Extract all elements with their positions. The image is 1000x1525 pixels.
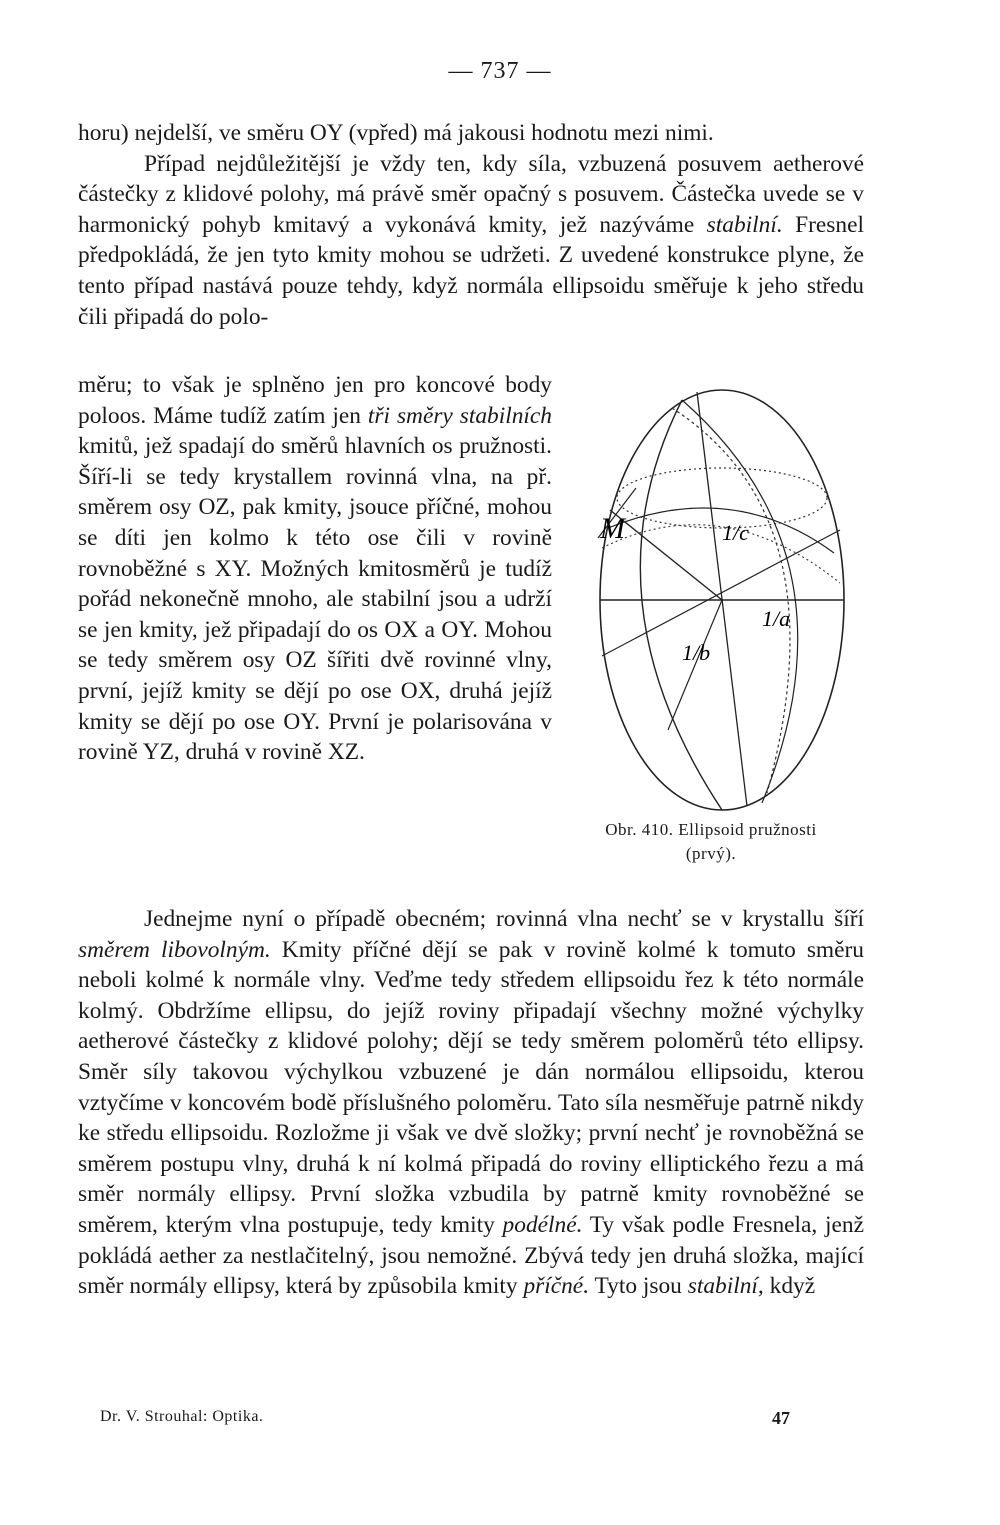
ellipsoid-diagram [572, 378, 862, 818]
page-footer [100, 1408, 790, 1429]
text-block-bottom [78, 904, 864, 1302]
axis-c [697, 392, 747, 806]
upper-section [617, 468, 827, 528]
diagonal-line [602, 530, 840, 656]
paragraph-2-continued: měru; to však je splněno jen pro koncové body poloos. Máme tudíž zatím jen tři směry stabilních kmitů, jež spadají do směrů hlavních os pružnosti. Šíří-li se tedy krystallem rovinná vlna, na př. směrem osy OZ, pak kmity, jsouce příčné, mohou se díti jen kolmo k této ose čili v rovině rovnoběžné s XY. Možných kmitosměrů je tudíž pořád nekonečně mnoho, ale stabilní jsou a udrží se jen kmity, jež připadají do os OX a OY. Mohou se tedy směrem osy OZ šířiti dvě rovinné vlny, první, jejíž kmity se dějí po ose OX, druhá jejíž kmity se dějí po ose OY. První je polarisována v rovině YZ, druhá v rovině XZ. [78, 372, 552, 766]
paragraph-3: Jednejme nyní o případě obecném; rovinná vlna nechť se v krystallu šíří směrem libovolným. Kmity příčné dějí se pak v rovině kolmé k tomuto směru neboli kolmé k normále vlny. Veďme tedy středem ellipsoidu řez k této normále kolmý. Obdržíme ellipsu, do jejíž roviny připadají všechny možné výchylky aetherové částečky z klidové polohy; dějí se tedy směrem poloměrů této ellipsy. Směr síly takovou výchylkou vzbuzené je dán normálou ellipsoidu, kterou vztyčíme v koncovém bodě příslušného poloměru. Tato síla nesměřuje patrně nikdy ke středu ellipsoidu. Rozložme ji však ve dvě složky; první nechť je rovnoběžná se směrem postupu vlny, druhá k ní kolmá připadá do roviny elliptického řezu a má směr normály ellipsy. První složka vzbudila by patrně kmity rovnoběžné se směrem, kterým vlna postupuje, tedy kmity podélné. Ty však podle Fresnela, jenž pokládá aether za nestlačitelný, jsou nemožné. Zbývá tedy jen druhá složka, mající směr normály ellipsy, která by způsobila kmity příčné. Tyto jsou stabilní, když [78, 906, 864, 1300]
axis-b [668, 600, 722, 730]
label-m: M [600, 512, 625, 545]
footer-signature: Dr. V. Strouhal: Optika. [100, 1408, 264, 1425]
text-block-top [78, 118, 864, 332]
figure-caption [556, 818, 866, 866]
label-b: 1/b [682, 640, 711, 665]
page-number: — 737 — [448, 58, 552, 84]
ellipsoid-figure [572, 378, 862, 818]
caption-line-1: Obr. 410. Ellipsoid pružnosti [605, 820, 817, 839]
meridian-solid [640, 400, 722, 810]
paragraph-2: Případ nejdůležitější je vždy ten, kdy síla, vzbuzená posuvem aetherové částečky z klidové polohy, má právě směr opačný s posuvem. Částečka uvede se v harmonický pohyb kmitavý a vykonává kmity, jež nazýváme stabilní. Fresnel předpokládá, že jen tyto kmity mohou se udržeti. Z uvedené konstrukce plyne, že tento případ nastává pouze tehdy, když normála ellipsoidu směřuje k jeho středu čili připadá do polo- [78, 150, 864, 330]
footer-sheet-number: 47 [772, 1408, 790, 1428]
label-c: 1/c [722, 520, 749, 545]
caption-line-2: (prvý). [685, 844, 737, 863]
label-a: 1/a [762, 606, 791, 631]
paragraph-1: horu) nejdelší, ve směru OY (vpřed) má jakousi hodnotu mezi nimi. [78, 120, 714, 146]
